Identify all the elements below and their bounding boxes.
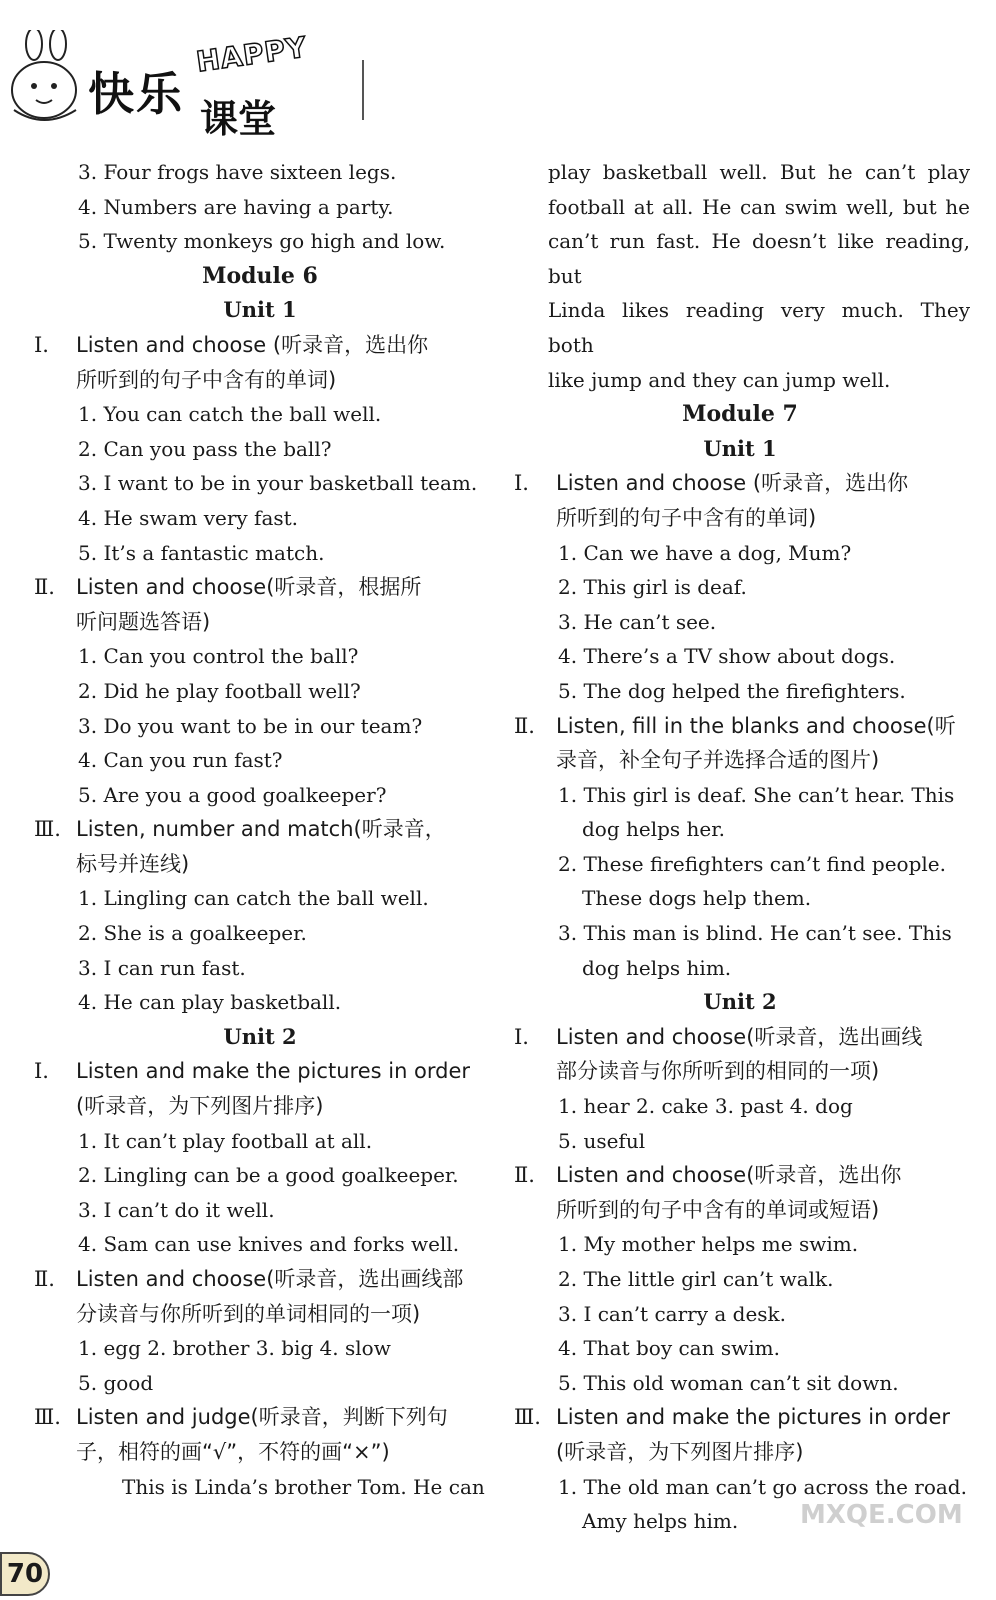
list-item: 1. Lingling can catch the ball well.: [78, 886, 429, 911]
section-number: Ⅲ.: [34, 1405, 61, 1430]
section-instruction-continuation: 所听到的句子中含有的单词或短语): [556, 1197, 880, 1222]
section-number: Ⅱ.: [34, 575, 55, 600]
list-item: 5. useful: [558, 1128, 646, 1153]
list-item: 1. The old man can’t go across the road.: [558, 1474, 967, 1499]
page-number: 70: [0, 1552, 50, 1596]
section-instruction-continuation: 分读音与你所听到的单词相同的一项): [76, 1301, 421, 1326]
brand-title: 快乐: [88, 67, 184, 121]
module-title: Module 6: [202, 262, 318, 289]
section-instruction: Listen, number and match(听录音，: [76, 817, 446, 842]
section-number: Ⅰ.: [514, 1024, 529, 1049]
section-heading: [30, 1400, 490, 1435]
list-item: 3. I want to be in your basketball team.: [78, 471, 478, 496]
section-instruction-continuation: 子，相符的画“√”，不符的画“×”): [76, 1439, 390, 1464]
mascot-icon: [4, 30, 94, 130]
list-item: 5. good: [78, 1370, 154, 1395]
section-heading: [510, 1020, 970, 1055]
list-item: 1. You can catch the ball well.: [78, 402, 382, 427]
section-instruction-continuation: (听录音，为下列图片排序): [556, 1439, 804, 1464]
list-item: 4. Sam can use knives and forks well.: [78, 1232, 460, 1257]
section-heading: [30, 812, 490, 847]
list-item: 3. He can’t see.: [558, 609, 717, 634]
list-item: 2. The little girl can’t walk.: [558, 1267, 834, 1291]
list-item: 5. Twenty monkeys go high and low.: [78, 229, 446, 254]
brand-subtitle: 课堂: [200, 97, 277, 141]
list-item-continuation: dog helps him.: [582, 955, 732, 980]
passage-line: like jump and they can jump well.: [548, 367, 891, 392]
list-item: 4. Can you run fast?: [78, 748, 283, 773]
list-item: 1. Can we have a dog, Mum?: [558, 540, 852, 565]
list-item: 4. He can play basketball.: [78, 990, 342, 1015]
section-heading: [30, 1054, 490, 1089]
section-instruction: Listen and make the pictures in order: [556, 1405, 951, 1430]
list-item: 1. This girl is deaf. She can’t hear. This: [558, 782, 955, 807]
left-column: [30, 155, 490, 1504]
section-instruction: Listen and choose(听录音，选出画线部: [76, 1267, 464, 1291]
list-item: 4. There’s a TV show about dogs.: [558, 644, 896, 669]
header-divider: [282, 60, 364, 120]
list-item: 3. This man is blind. He can’t see. This: [558, 921, 952, 946]
list-item: 2. This girl is deaf.: [558, 575, 747, 600]
brand-happy: HAPPY: [194, 30, 310, 79]
section-instruction-continuation: 所听到的句子中含有的单词): [556, 505, 817, 530]
section-instruction: Listen and judge(听录音，判断下列句: [76, 1405, 448, 1430]
unit-title: Unit 2: [703, 989, 777, 1015]
section-instruction-continuation: 所听到的句子中含有的单词): [76, 367, 337, 392]
list-item: 3. Do you want to be in our team?: [78, 713, 423, 738]
section-number: Ⅲ.: [34, 817, 61, 842]
list-item: 4. Numbers are having a party.: [78, 194, 394, 219]
section-heading: [30, 570, 490, 605]
list-item: 3. I can’t carry a desk.: [558, 1301, 787, 1326]
section-instruction: Listen and choose(听录音，选出你: [556, 1163, 902, 1188]
section-heading: [30, 1262, 490, 1297]
section-instruction: Listen and choose (听录音，选出你: [76, 332, 429, 357]
list-item: 1. egg 2. brother 3. big 4. slow: [78, 1336, 391, 1361]
section-heading: [510, 466, 970, 501]
list-item: 2. Can you pass the ball?: [78, 436, 332, 461]
section-instruction: Listen and choose(听录音，选出画线: [556, 1024, 923, 1049]
module-title: Module 7: [682, 401, 798, 428]
passage-line: football at all. He can swim well, but he: [548, 194, 970, 219]
section-instruction: Listen and make the pictures in order: [76, 1059, 471, 1084]
section-number: Ⅱ.: [514, 1163, 535, 1188]
section-instruction: Listen, fill in the blanks and choose(听: [556, 713, 956, 738]
section-number: Ⅰ.: [34, 332, 49, 357]
list-item: 5. It’s a fantastic match.: [78, 540, 325, 565]
section-instruction: Listen and choose (听录音，选出你: [556, 471, 909, 496]
list-item: 1. hear 2. cake 3. past 4. dog: [558, 1094, 853, 1119]
list-item: 3. Four frogs have sixteen legs.: [78, 160, 397, 184]
watermark: MXQE.COM: [800, 1500, 963, 1530]
list-item-continuation: Amy helps him.: [582, 1509, 739, 1534]
section-instruction-continuation: 部分读音与你所听到的相同的一项): [556, 1059, 880, 1084]
passage-line: can’t run fast. He doesn’t like reading, but: [548, 229, 970, 288]
section-number: Ⅰ.: [34, 1059, 49, 1084]
passage-line: play basketball well. But he can’t play: [548, 160, 970, 184]
list-item: 5. Are you a good goalkeeper?: [78, 782, 387, 807]
list-item: 1. It can’t play football at all.: [78, 1128, 373, 1153]
section-instruction-continuation: (听录音，为下列图片排序): [76, 1094, 324, 1119]
list-item: 3. I can’t do it well.: [78, 1197, 275, 1222]
unit-title: Unit 1: [223, 297, 297, 323]
section-instruction: Listen and choose(听录音，根据所: [76, 575, 422, 600]
section-heading: [30, 328, 490, 363]
list-item: This is Linda’s brother Tom. He can: [122, 1474, 485, 1499]
list-item-continuation: These dogs help them.: [582, 886, 812, 911]
list-item: 2. She is a goalkeeper.: [78, 921, 307, 946]
unit-title: Unit 1: [703, 435, 777, 461]
section-heading: [510, 709, 970, 744]
section-instruction-continuation: 标号并连线): [76, 851, 190, 876]
section-number: Ⅱ.: [34, 1267, 55, 1291]
section-heading: [510, 1400, 970, 1435]
list-item: 2. Did he play football well?: [78, 678, 361, 703]
list-item: 1. My mother helps me swim.: [558, 1232, 859, 1257]
list-item: 4. He swam very fast.: [78, 505, 299, 530]
section-number: Ⅰ.: [514, 471, 529, 496]
list-item: 1. Can you control the ball?: [78, 644, 359, 669]
page-header: [0, 0, 996, 150]
passage-line: Linda likes reading very much. They both: [548, 298, 970, 357]
list-item: 5. The dog helped the firefighters.: [558, 678, 906, 703]
section-number: Ⅲ.: [514, 1405, 541, 1430]
section-instruction-continuation: 听问题选答语): [76, 609, 211, 634]
list-item: 2. Lingling can be a good goalkeeper.: [78, 1163, 459, 1188]
section-instruction-continuation: 录音，补全句子并选择合适的图片): [556, 748, 880, 773]
list-item: 5. This old woman can’t sit down.: [558, 1370, 899, 1395]
section-heading: [510, 1158, 970, 1193]
list-item: 3. I can run fast.: [78, 955, 246, 980]
list-item-continuation: dog helps her.: [582, 817, 725, 842]
list-item: 4. That boy can swim.: [558, 1336, 780, 1361]
section-number: Ⅱ.: [514, 713, 535, 738]
right-column: [510, 155, 970, 1539]
list-item: 2. These firefighters can’t find people.: [558, 851, 946, 876]
unit-title: Unit 2: [223, 1023, 297, 1049]
